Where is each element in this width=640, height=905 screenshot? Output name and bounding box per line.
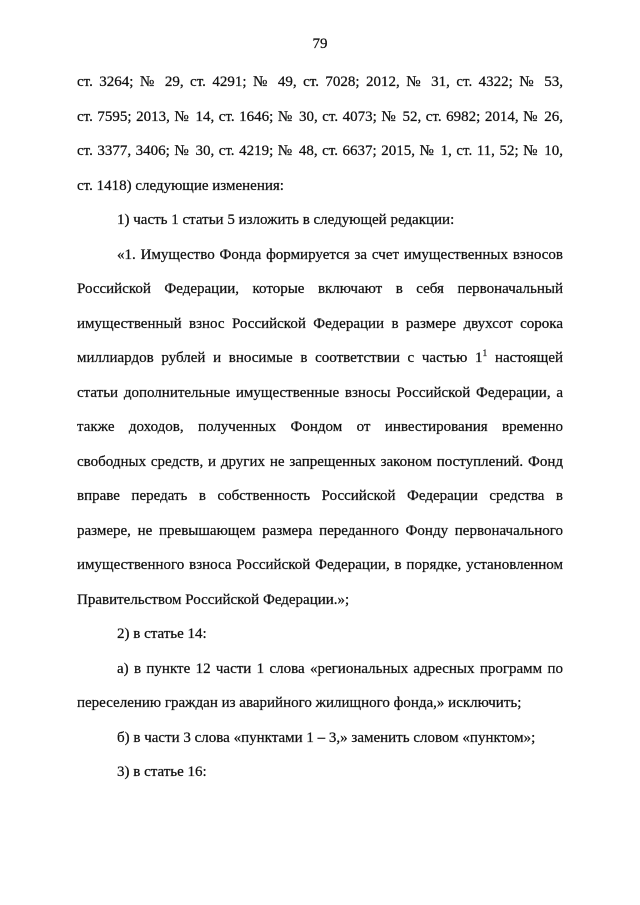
quoted-paragraph bbox=[77, 238, 563, 618]
text-line: 1) часть 1 статьи 5 изложить в следующей редакции: bbox=[117, 212, 455, 228]
paragraph bbox=[77, 617, 563, 652]
text-line: Правительством Российской Федерации.»; bbox=[77, 591, 350, 608]
text-line: Российской Федерации, которые включают в себя первоначальный bbox=[77, 281, 563, 297]
text-line: ст. 3377, 3406; № 30, ст. 4219; № 48, ст. 6637; 2015, № 1, ст. 11, 52; № 10, bbox=[77, 143, 563, 159]
paragraph bbox=[77, 652, 563, 721]
line-text: настоящей bbox=[494, 350, 564, 366]
text-line: статьи дополнительные имущественные взносы Российской Федерации, а bbox=[77, 384, 563, 401]
text-line: имущественный взнос Российской Федерации в размере двухсот сорока bbox=[77, 315, 563, 332]
text-line: вправе передать в собственность Российской Федерации средства в bbox=[77, 488, 563, 504]
paragraph bbox=[77, 755, 563, 790]
text-line bbox=[77, 341, 563, 376]
text-line: 3) в статье 16: bbox=[117, 764, 207, 780]
text-line: ст. 1418) следующие изменения: bbox=[77, 177, 284, 194]
text-line: переселению граждан из аварийного жилищного фонда,» исключить; bbox=[77, 695, 522, 711]
document-body bbox=[77, 65, 563, 790]
text-line: б) в части 3 слова «пунктами 1 – 3,» заменить словом «пунктом»; bbox=[117, 729, 536, 746]
paragraph bbox=[77, 203, 563, 238]
paragraph bbox=[77, 721, 563, 756]
text-line: «1. Имущество Фонда формируется за счет имущественных взносов bbox=[117, 246, 563, 263]
page-number: 79 bbox=[312, 36, 328, 52]
text-line: размере, не превышающем размера переданного Фонду первоначального bbox=[77, 522, 563, 539]
text-line: а) в пункте 12 части 1 слова «региональных адресных программ по bbox=[117, 660, 563, 677]
line-text: миллиардов рублей и вносимые в соответствии с частью 1 bbox=[77, 350, 483, 366]
superscript: 1 bbox=[482, 349, 488, 359]
text-line: ст. 3264; № 29, ст. 4291; № 49, ст. 7028; 2012, № 31, ст. 4322; № 53, bbox=[77, 74, 563, 90]
text-line: 2) в статье 14: bbox=[117, 626, 207, 642]
text-line: имущественного взноса Российской Федерации, в порядке, установленном bbox=[77, 557, 563, 573]
text-line: свободных средств, и других не запрещенных законом поступлений. Фонд bbox=[77, 453, 563, 470]
paragraph bbox=[77, 65, 563, 203]
text-line: также доходов, полученных Фондом от инвестирования временно bbox=[77, 419, 563, 435]
text-line: ст. 7595; 2013, № 14, ст. 1646; № 30, ст. 4073; № 52, ст. 6982; 2014, № 26, bbox=[77, 108, 563, 125]
